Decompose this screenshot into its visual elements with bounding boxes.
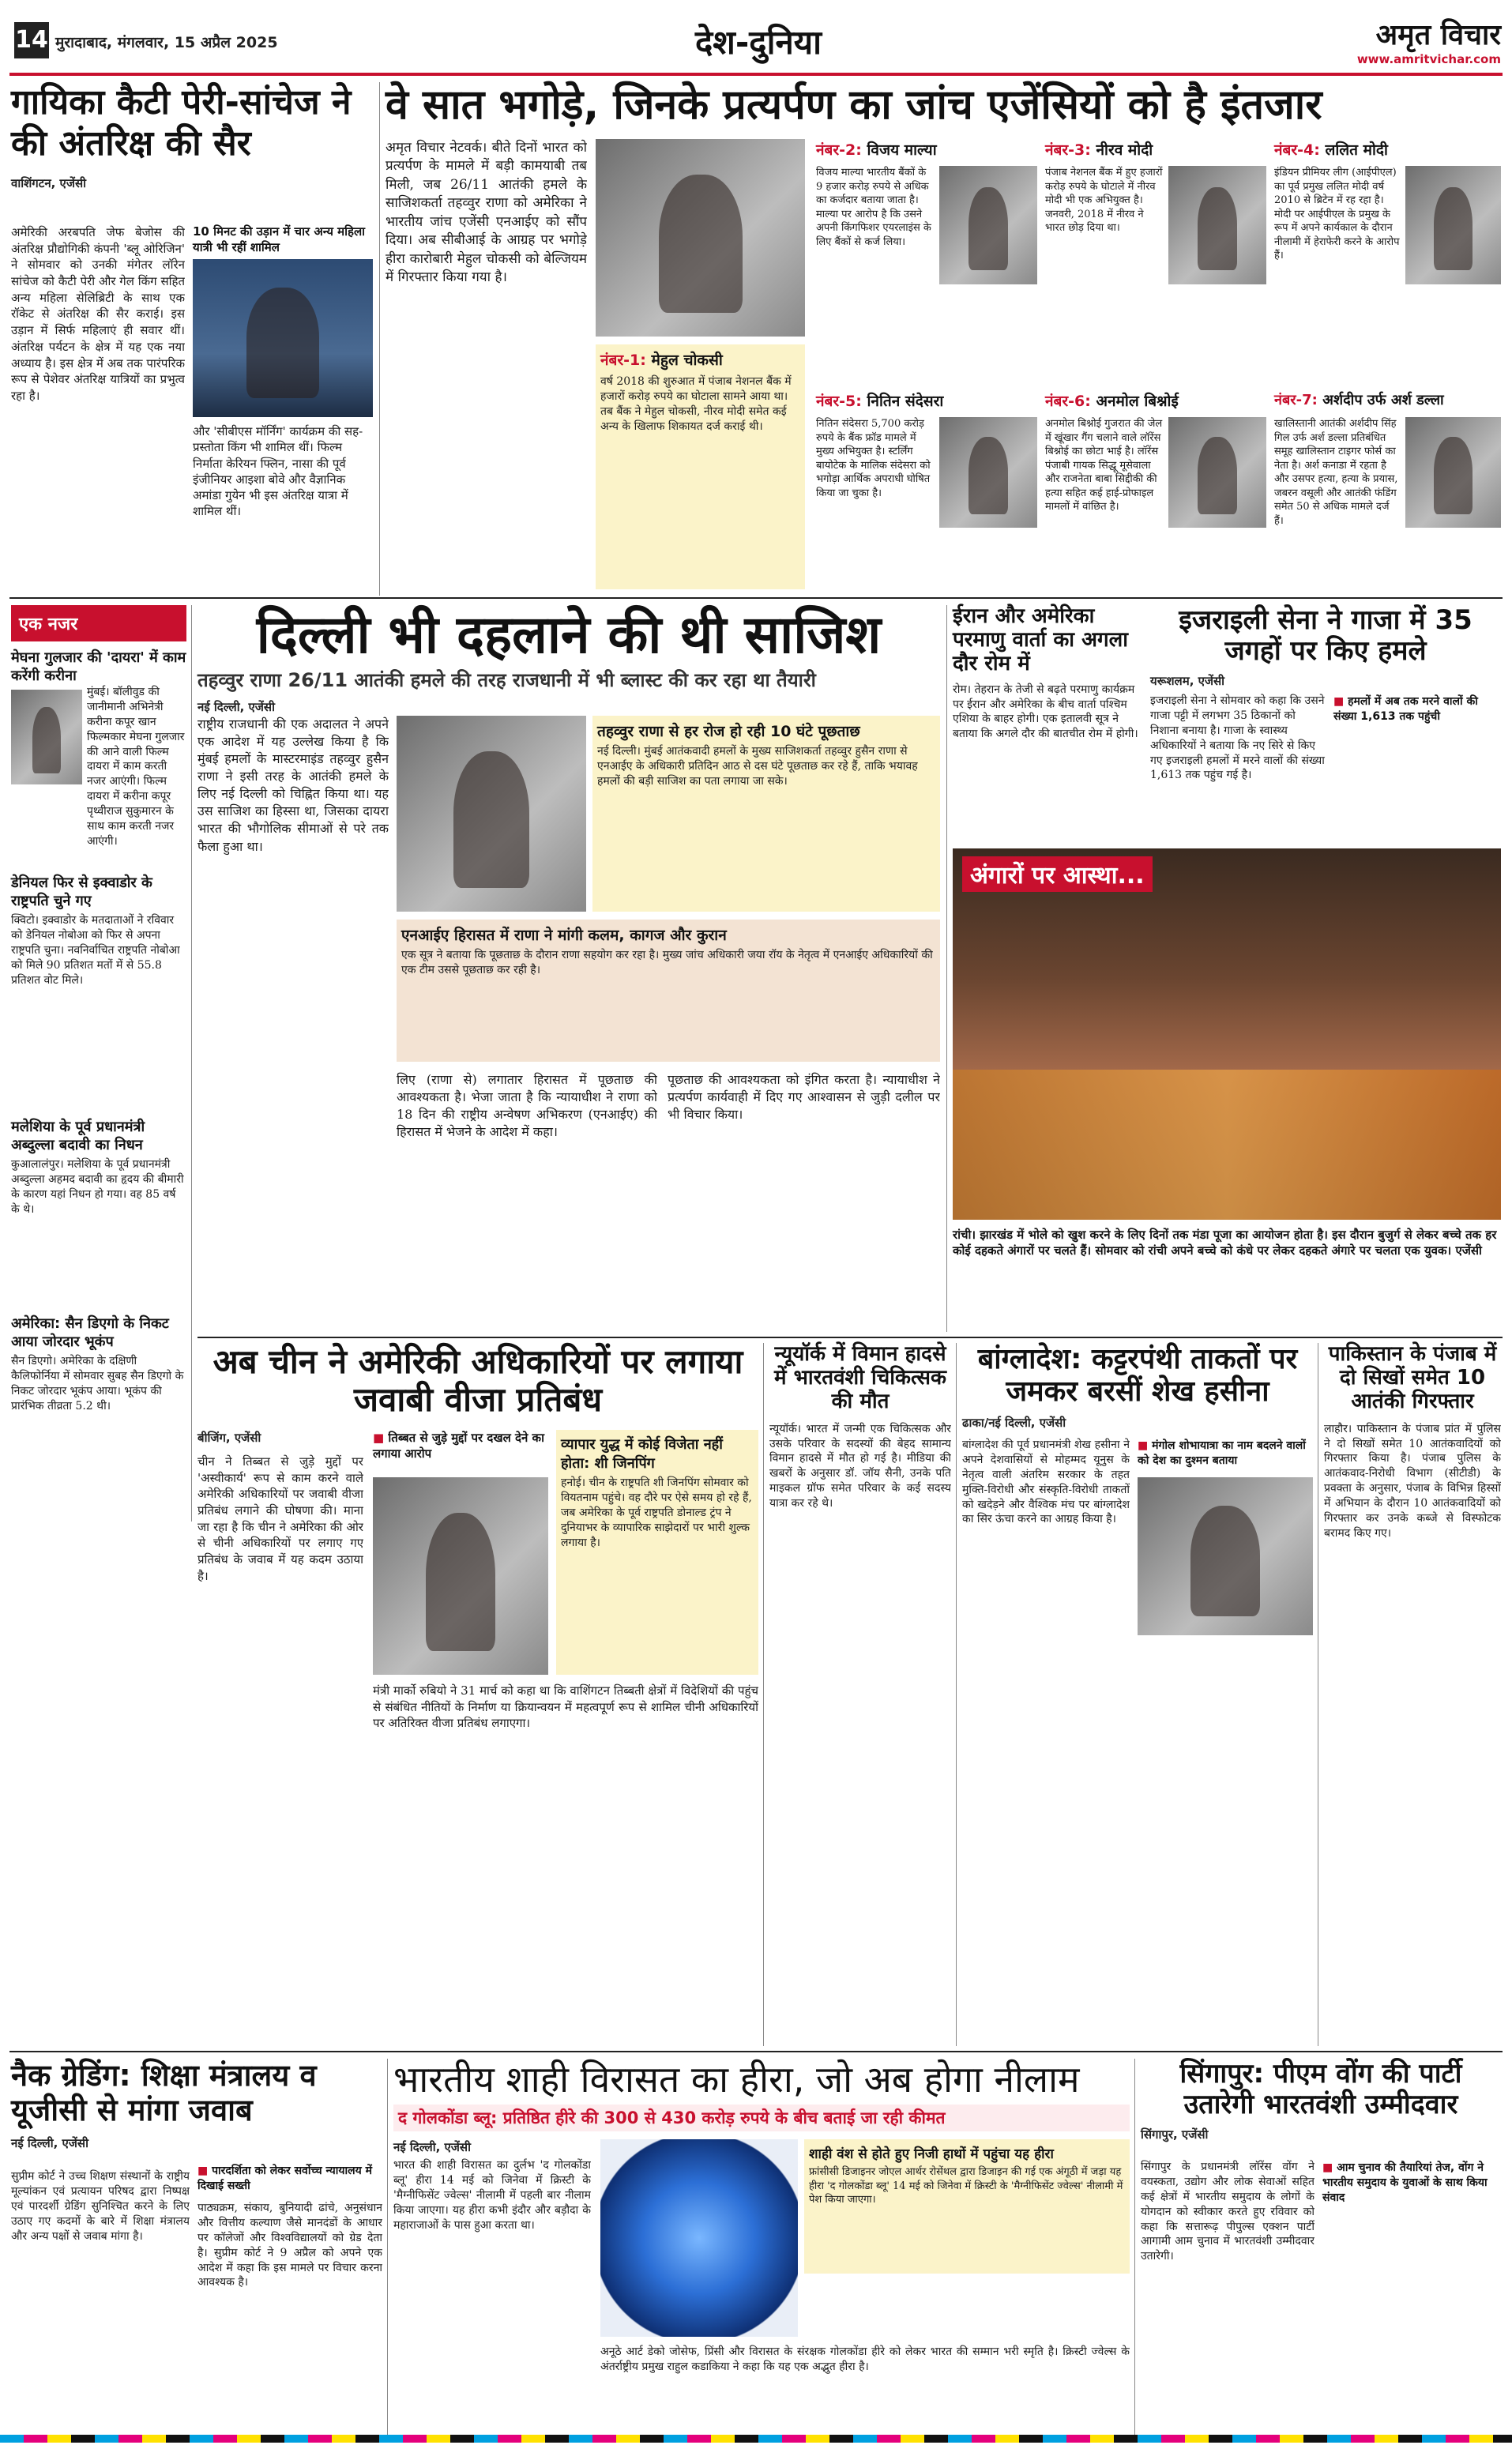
faith-photo-block (953, 848, 1501, 1330)
sidebar-item-text: कुआलालंपुर। मलेशिया के पूर्व प्रधानमंत्री अब्दुल्ला अहमद बदावी का हृदय की बीमारी के कारण यहां निधन हो गया। वह 85 वर्ष के थे। (11, 1158, 184, 1216)
naac-body2: पाठ्यक्रम, संकाय, बुनियादी ढांचे, अनुसंधान और वित्तीय कल्याण जैसे मानदंडों के आधार पर कॉलेजों और विश्वविद्यालयों को ग्रेड देता है। सुप्रीम कोर्ट ने 9 अप्रैल को अपने एक आदेश में कहा कि इस मामले पर विचार करना आवश्यक है। (197, 2202, 382, 2289)
card-3-text: पंजाब नेशनल बैंक में हुए हजारों करोड़ रुपये के घोटाले में नीरव मोदी भी एक अभियुक्त है। जनवरी, 2018 में नीरव ने भारत छोड़ दिया था। (1045, 167, 1163, 235)
katy-dateline: वाशिंगटन, एजेंसी (11, 175, 87, 190)
card-3-name: नीरव मोदी (1096, 141, 1153, 159)
israel-bullet: ■ हमलों में अब तक मरने वालों की संख्या 1,613 तक पहुंची (1333, 694, 1501, 724)
divider (197, 1337, 1503, 1338)
china-body: चीन ने तिब्बत से जुड़े मुद्दों पर 'अस्वीकार्य' रूप से काम करने वाले अमेरिकी अधिकारियों पर जवाबी वीजा प्रतिबंध लगाने की घोषणा की। माना जा रहा है कि चीन ने अमेरिका की ओर से चीनी अधिकारियों पर लगाए गए प्रतिबंध के जवाब में यह कदम उठाया है। (197, 1454, 363, 1583)
diamond-box-text: फ्रांसीसी डिजाइनर जोएल आर्थर रोसेंथल द्वारा डिजाइन की गई एक अंगूठी में जड़ा यह हीरा 'द गोलकोंडा ब्लू' 14 मई को जिनेवा में क्रिस्टी के 'मैग्नीफिसेंट ज्वेल्स' नीलामी में पेश किया जाएगा। (809, 2166, 1123, 2206)
pakistan-headline: पाकिस्तान के पंजाब में दो सिखों समेत 10 आतंकी गिरफ्तार (1328, 1342, 1497, 1413)
bangladesh-bullet: ■ मंगोल शोभायात्रा का नाम बदलने वालों को देश का दुश्मन बताया (1138, 1438, 1313, 1468)
sidebar-item-text: मुंबई। बॉलीवुड की जानीमानी अभिनेत्री करीना कपूर खान फिल्मकार मेघना गुलजार की आने वाली फिल्म दायरा में काम करती नजर आएंगी। फिल्म दायरा में करीना कपूर पृथ्वीराज सुकुमारन के साथ काम करती नजर आएंगी। (87, 686, 185, 848)
diamond-dateline: नई दिल्ली, एजेंसी (393, 2140, 471, 2154)
card-1-text: वर्ष 2018 की शुरुआत में पंजाब नेशनल बैंक में हजारों करोड़ रुपये का घोटाला सामने आया था। तब बैंक ने मेहुल चोकसी, नीरव मोदी समेत कई अन्य के खिलाफ शिकायत दर्ज कराई थी। (600, 375, 792, 433)
bangladesh-body: बांग्लादेश की पूर्व प्रधानमंत्री शेख हसीना ने अपने देशवासियों से मोहम्मद यूनुस के नेतृत्व वाली अंतरिम सरकार के तहत मुक्ति-विरोधी और संस्कृति-विरोधी ताकतों को खदेड़ने और वैश्विक मंच पर बांग्लादेश का सिर ऊंचा करने का आग्रह किया है। (962, 1439, 1130, 1526)
diamond-box (804, 2139, 1130, 2274)
katy-photo-caption: 10 मिनट की उड़ान में चार अन्य महिला यात्री भी रहीं शामिल (193, 224, 366, 254)
faith-header: अंगारों पर आस्था... (962, 856, 1153, 892)
israel-body: इजराइली सेना ने सोमवार को कहा कि उसने गाजा पट्टी में लगभग 35 ठिकानों को निशाना बनाया है। गाजा के स्वास्थ्य अधिकारियों ने बताया कि नए सिरे से किए गए इजराइली हमलों में मरने वालों की संख्या 1,613 तक पहुंच गई है। (1150, 694, 1325, 782)
card-7-num: नंबर-7: (1274, 392, 1318, 408)
china-headline: अब चीन ने अमेरिकी अधिकारियों पर लगाया जवाबी वीजा प्रतिबंध (213, 1342, 743, 1420)
card-7 (1274, 390, 1501, 589)
pakistan-body: लाहौर। पाकिस्तान के पंजाब प्रांत में पुलिस ने दो सिखों समेत 10 आतंकवादियों को गिरफ्तार किया है। पंजाब पुलिस के आतंकवाद-निरोधी विभाग (सीटीडी) के प्रवक्ता के अनुसार, पंजाब के विभिन्न हिस्सों में अभियान के दौरान 10 आतंकवादियों को गिरफ्तार कर उनके कब्जे से विस्फोटक बरामद किए गए। (1324, 1422, 1501, 1540)
china-body2: मंत्री मार्को रुबियो ने 31 मार्च को कहा था कि वाशिंगटन तिब्बती क्षेत्रों में विदेशियों की पहुंच से संबंधित नीतियों के निर्माण या क्रियान्वयन में महत्वपूर्ण रूप से शामिल चीनी अधिकारियों पर अतिरिक्त वीजा प्रतिबंध लगाएगा। (373, 1683, 758, 1731)
date-line: मुरादाबाद, मंगलवार, 15 अप्रैल 2025 (55, 34, 278, 51)
divider (763, 1343, 764, 2046)
card-4-num: नंबर-4: (1274, 141, 1320, 159)
fugitives-intro: अमृत विचार नेटवर्क। बीते दिनों भारत को प्रत्यर्पण के मामले में बड़ी कामयाबी तब मिली, जब 26/11 आतंकी हमले के साजिशकर्ता तहव्वुर राणा को अमेरिका ने भारतीय जांच एजेंसी एनआईए को सौंप दिया। अब सीबीआई के आग्रह पर भगोड़े हीरा कारोबारी मेहुल चोकसी को बेल्जियम में गिरफ्तार किया गया है। (386, 140, 587, 286)
masthead (0, 0, 1512, 73)
card-5-num: नंबर-5: (816, 393, 862, 410)
katy-headline: गायिका कैटी पेरी-सांचेज ने की अंतरिक्ष की सैर (11, 82, 352, 164)
kareena-photo (11, 690, 82, 784)
sidebar-item-title: अमेरिका: सैन डिएगो के निकट आया जोरदार भूकंप (11, 1315, 169, 1350)
card-7-text: खालिस्तानी आतंकी अर्शदीप सिंह गिल उर्फ अर्श डल्ला प्रतिबंधित समूह खालिस्तान टाइगर फोर्स का नेता है। अर्श कनाडा में रहता है और उसपर हत्या, हत्या के प्रयास, जबरन वसूली और आतंकी फंडिंग समेत 50 से अधिक मामले दर्ज हैं। (1274, 418, 1398, 527)
china-box (556, 1430, 758, 1675)
rana-box2 (397, 920, 940, 1062)
card-1-num: नंबर-1: (600, 352, 646, 369)
lalit-photo (1405, 166, 1501, 284)
pakistan-story (1324, 1343, 1501, 2046)
hasina-photo (1138, 1477, 1313, 1635)
mallya-photo (939, 166, 1037, 284)
fugitives-story (386, 82, 1501, 594)
faith-photo (953, 848, 1501, 1220)
sidebar-item-text: क्विटो। इक्वाडोर के मतदाताओं ने रविवार को डेनियल नोबोआ को फिर से अपना राष्ट्रपति चुना। नवनिर्वाचित राष्ट्रपति नोबोआ को मिले 90 प्रतिशत मतों में से 55.8 प्रतिशत वोट मिले। (11, 914, 180, 987)
rana-box2-text: एक सूत्र ने बताया कि पूछताछ के दौरान राणा सहयोग कर रहा है। मुख्य जांच अधिकारी जया रॉय के नेतृत्व में एनआईए अधिकारियों की एक टीम उससे पूछताछ कर रही है। (401, 949, 933, 976)
iran-headline: ईरान और अमेरिका परमाणु वार्ता का अगला दौर रोम में (953, 604, 1128, 675)
naac-body: सुप्रीम कोर्ट ने उच्च शिक्षण संस्थानों के राष्ट्रीय मूल्यांकन एवं प्रत्यायन परिषद द्वारा निष्पक्ष एवं पारदर्शी ग्रेडिंग सुनिश्चित करने के लिए उठाए गए कदमों के बारे में शिक्षा मंत्रालय और अन्य पक्षों से जवाब मांगा है। (11, 2170, 190, 2243)
rana-subhead: तहव्वुर राणा 26/11 आतंकी हमले की तरह राजधानी में भी ब्लास्ट की कर रहा था तैयारी (197, 668, 816, 691)
card-4-text: इंडियन प्रीमियर लीग (आईपीएल) का पूर्व प्रमुख ललित मोदी वर्ष 2010 से ब्रिटेन में रह रहा है। मोदी पर आईपीएल के प्रमुख के रूप में अपने कार्यकाल के दौरान नीलामी में हेराफेरी करने के आरोप हैं। (1274, 167, 1400, 262)
sidebar-item-title: डेनियल फिर से इक्वाडोर के राष्ट्रपति चुने गए (11, 875, 152, 909)
divider (9, 597, 1503, 599)
card-5-name: नितिन संदेसरा (867, 393, 944, 410)
diamond-box-title: शाही वंश से होते हुए निजी हाथों में पहुंचा यह हीरा (809, 2146, 1054, 2162)
faith-caption: रांची। झारखंड में भोले को खुश करने के लिए दिनों तक मंडा पूजा का आयोजन होता है। इस दौरान बुजुर्ग से लेकर बच्चे तक हर कोई दहकते अंगारों पर चलते हैं। सोमवार को रांची अपने बच्चे को कंधे पर लेकर दहकते अंगारे पर चलता एक युवक। एजेंसी (953, 1228, 1497, 1258)
sidebar-header: एक नजर (11, 605, 186, 641)
singapore-dateline: सिंगापुर, एजेंसी (1141, 2127, 1209, 2142)
divider (946, 605, 947, 1332)
card-2-num: नंबर-2: (816, 141, 862, 159)
china-box-text: हनोई। चीन के राष्ट्रपति शी जिनपिंग सोमवार को वियतनाम पहुंचे। वह दौरे पर ऐसे समय हो रहे हैं, जब अमेरिका के पूर्व राष्ट्रपति डोनाल्ड ट्रंप ने दुनियाभर के व्यापारिक साझेदारों पर भारी शुल्क लगाया है। (561, 1476, 752, 1549)
logo: अमृत विचार (1375, 19, 1501, 51)
iran-body: रोम। तेहरान के तेजी से बढ़ते परमाणु कार्यक्रम पर ईरान और अमेरिका के बीच वार्ता पश्चिम एशिया के बाहर होगी। एक इतालवी सूत्र ने बताया कि अगले दौर की बातचीत रोम में होगी। (953, 683, 1138, 741)
card-5-text: नितिन संदेसरा 5,700 करोड़ रुपये के बैंक फ्रॉड मामले में मुख्य अभियुक्त है। स्टर्लिंग बायोटेक के मालिक संदेसरा को भगोड़ा आर्थिक अपराधी घोषित किया जा चुका है। (816, 418, 931, 499)
naac-dateline: नई दिल्ली, एजेंसी (11, 2136, 88, 2151)
divider (9, 2051, 1503, 2052)
card-6-text: अनमोल बिश्नोई गुजरात की जेल में खूंखार गैंग चलाने वाले लॉरेंस बिश्नोई का छोटा भाई है। लॉरेंस पंजाबी गायक सिद्धू मूसेवाला और राजनेता बाबा सिद्दीकी की हत्या सहित कई हाई-प्रोफाइल मामलों में वांछित है। (1045, 418, 1163, 513)
iran-story (953, 605, 1142, 842)
naac-story (11, 2059, 382, 2438)
rana-story (197, 605, 940, 1332)
katy-photo (193, 259, 373, 417)
rana-headline: दिल्ली भी दहलाने की थी साजिश (256, 604, 882, 665)
card-2 (816, 139, 1037, 390)
card-6-num: नंबर-6: (1045, 393, 1091, 410)
print-strip (0, 2435, 1512, 2443)
china-columns (197, 1430, 758, 2046)
card-3-num: नंबर-3: (1045, 141, 1091, 159)
card-1-name: मेहुल चोकसी (651, 352, 723, 369)
diamond-headline: भारतीय शाही विरासत का हीरा, जो अब होगा नीलाम (393, 2058, 1080, 2101)
ny-story (769, 1343, 951, 2046)
diamond-body2: अनूठे आर्ट डेको जोसेफ, प्रिंसी और विरासत के संरक्षक गोलकोंडा हीरे को लेकर भारत की सम्मान भरी स्मृति है। क्रिस्टी ज्वेल्स के अंतर्राष्ट्रीय प्रमुख राहुल कडाकिया ने कहा कि यह एक अद्भुत हीरा है। (600, 2345, 1130, 2373)
israel-story (1150, 605, 1501, 842)
sidebar-item-title: मलेशिया के पूर्व प्रधानमंत्री अब्दुल्ला बदावी का निधन (11, 1119, 145, 1153)
page-number: 14 (14, 22, 49, 58)
sidebar-item-title: मेघना गुलजार की 'दायरा' में काम करेंगी करीना (11, 649, 186, 684)
katy-story (11, 82, 373, 594)
card-4-name: ललित मोदी (1325, 141, 1388, 159)
ny-headline: न्यूयॉर्क में विमान हादसे में भारतवंशी चिकित्सक की मौत (774, 1342, 946, 1413)
sandesara-photo (939, 417, 1037, 528)
bangladesh-headline: बांग्लादेश: कट्टरपंथी ताकतों पर जमकर बरसीं शेख हसीना (977, 1343, 1298, 1409)
rana-body: राष्ट्रीय राजधानी की एक अदालत ने अपने एक आदेश में यह उल्लेख किया है कि मुंबई हमलों के मास्टरमाइंड तहव्वुर हुसैन राणा ने इसी तरह के आतंकी हमले के लिए नई दिल्ली को चिह्नित किया था। यह उस साजिश का हिस्सा था, जिसका दायरा भारत की भौगोलिक सीमाओं से परे तक फैला हुआ था। (197, 717, 389, 854)
sidebar (11, 605, 186, 1522)
divider (379, 82, 380, 596)
card-1 (596, 344, 805, 589)
card-7-name: अर्शदीप उर्फ अर्श डल्ला (1322, 392, 1444, 408)
china-dateline: बीजिंग, एजेंसी (197, 1431, 261, 1445)
china-bullet: ■ तिब्बत से जुड़े मुद्दों पर दखल देने का लगाया आरोप (373, 1430, 548, 1461)
card-6-name: अनमोल बिश्नोई (1096, 393, 1179, 410)
singapore-body: सिंगापुर के प्रधानमंत्री लॉरेंस वोंग ने वयस्कता, उद्योग और लोक सेवाओं सहित कई क्षेत्रों में भारतीय समुदाय के लोगों के योगदान को स्वीकार करते हुए रविवार को कहा कि सत्तारूढ़ पीपुल्स एक्शन पार्टी आगामी आम चुनाव में भारतवंशी उम्मीदवार उतारेगी। (1141, 2161, 1315, 2263)
singapore-story (1141, 2059, 1501, 2438)
nirav-photo (1168, 166, 1266, 284)
card-3 (1045, 139, 1266, 390)
masthead-rule (9, 73, 1503, 76)
china-box-title: व्यापार युद्ध में कोई विजेता नहीं होता: शी जिनपिंग (561, 1436, 723, 1472)
rana-box-title: तहव्वुर राणा से हर रोज हो रही 10 घंटे पूछताछ (597, 723, 860, 740)
diamond-subhead: द गोलकोंडा ब्लू: प्रतिष्ठित हीरे की 300 से 430 करोड़ रुपये के बीच बताई जा रही कीमत (393, 2105, 1130, 2131)
rana-box (592, 716, 940, 912)
anmol-photo (1168, 417, 1266, 528)
ny-body: न्यूयॉर्क। भारत में जन्मी एक चिकित्सक और उसके परिवार के सदस्यों की बेहद सामान्य विमान हादसे में मौत हो गई है। मीडिया की खबरों के अनुसार डॉ. जॉय सैनी, उनके पति माइकल ग्रॉफ समेत परिवार के कई सदस्य यात्रा कर रहे थे। (769, 1422, 951, 1510)
rana-dateline: नई दिल्ली, एजेंसी (197, 700, 275, 715)
diamond-body: भारत की शाही विरासत का दुर्लभ 'द गोलकोंडा ब्लू' हीरा 14 मई को जिनेवा में क्रिस्टी के 'मैग्नीफिसेंट ज्वेल्स' नीलामी में पहली बार नीलाम किया जाएगा। यह हीरा कभी इंदौर और बड़ौदा के महाराजाओं के पास हुआ करता था। (393, 2159, 591, 2232)
diamond-story (393, 2059, 1130, 2438)
card-5 (816, 390, 1037, 589)
divider (387, 2059, 388, 2438)
rana-box-text: नई दिल्ली। मुंबई आतंकवादी हमलों के मुख्य साजिशकर्ता तहव्वुर हुसैन राणा से एनआईए के अधिकारी प्रतिदिन आठ से दस घंटे पूछताछ कर रहे हैं, ताकि भयावह हमलों की बड़ी साजिश का पता लगाया जा सके। (597, 745, 918, 788)
singapore-headline: सिंगापुर: पीएम वोंग की पार्टी उतारेगी भारतवंशी उम्मीदवार (1179, 2058, 1462, 2121)
section-title: देश-दुनिया (694, 23, 822, 62)
naac-headline: नैक ग्रेडिंग: शिक्षा मंत्रालय व यूजीसी से मांगा जवाब (11, 2058, 317, 2127)
card-6 (1045, 390, 1266, 589)
singapore-bullet: ■ आम चुनाव की तैयारियां तेज, वोंग ने भारतीय समुदाय के युवाओं के साथ किया संवाद (1322, 2160, 1501, 2205)
naac-bullet: ■ पारदर्शिता को लेकर सर्वोच्च न्यायालय में दिखाई सख्ती (197, 2163, 382, 2193)
arsh-photo (1405, 417, 1501, 528)
china-spokesman-photo (373, 1477, 548, 1675)
divider (956, 1343, 957, 2046)
card-2-text: विजय माल्या भारतीय बैंकों के 9 हजार करोड़ रुपये से अधिक का कर्जदार बताया जाता है। माल्या पर आरोप है कि उसने अपनी किंगफिशर एयरलाइंस के लिए बैंकों से कर्ज लिया। (816, 167, 931, 248)
katy-body: अमेरिकी अरबपति जेफ बेजोस की अंतरिक्ष प्रौद्योगिकी कंपनी 'ब्लू ओरिजिन' ने सोमवार को उनकी मंगेतर लॉरेन सांचेज को कैटी पेरी और गेल किंग सहित अन्य महिला सेलिब्रिटी के साथ एक रॉकेट से अंतरिक्ष की सैर कराई। इस उड़ान में सिर्फ महिलाएं ही सवार थीं। अंतरिक्ष पर्यटन के क्षेत्र में यह एक नया अध्याय है। इस क्षेत्र में अब तक पारंपरिक रूप से पेशेवर अंतरिक्ष यात्रियों का प्रभुत्व रहा है। (11, 225, 185, 403)
choksi-photo (596, 139, 805, 337)
bangladesh-story (962, 1343, 1313, 2046)
sidebar-item-text: सैन डिएगो। अमेरिका के दक्षिणी कैलिफोर्निया में सोमवार सुबह सैन डिएगो के निकट जोरदार भूकंप आया। भूकंप की प्रारंभिक तीव्रता 5.2 थी। (11, 1355, 184, 1412)
rana-box2-title: एनआईए हिरासत में राणा ने मांगी कलम, कागज और कुरान (401, 927, 727, 944)
katy-body2: और 'सीबीएस मॉर्निंग' कार्यक्रम की सह-प्रस्तोता किंग भी शामिल थीं। फिल्म निर्माता केरियन फ्लिन, नासा की पूर्व इंजीनियर आइशा बोवे और वैज्ञानिक अमांडा गुयेन भी इस अंतरिक्ष यात्रा में शामिल थीं। (193, 424, 363, 519)
fugitives-headline: वे सात भगोड़े, जिनके प्रत्यर्पण का जांच एजेंसियों को है इंतजार (386, 81, 1322, 129)
card-4 (1274, 139, 1501, 390)
rana-body2: लिए (राणा से) लगातार हिरासत में पूछताछ की आवश्यकता है। भेजा जाता है कि न्यायाधीश ने राणा को 18 दिन की राष्ट्रीय अन्वेषण अभिकरण (एनआईए) की हिरासत में भेजने के आदेश में कहा। (397, 1072, 657, 1140)
card-2-name: विजय माल्या (867, 141, 937, 159)
divider (191, 605, 192, 1522)
bangladesh-dateline: ढाका/नई दिल्ली, एजेंसी (962, 1415, 1066, 1430)
divider (1134, 2059, 1135, 2438)
diamond-photo (600, 2139, 798, 2337)
rana-photo (397, 716, 586, 912)
israel-dateline: यरूशलम, एजेंसी (1150, 674, 1225, 689)
rana-body3: पूछताछ की आवश्यकता को इंगित करता है। न्यायाधीश ने प्रत्यर्पण कार्यवाही में दिए गए आश्वासन से जुड़ी दलील पर भी विचार किया। (668, 1072, 940, 1123)
israel-headline: इजराइली सेना ने गाजा में 35 जगहों पर किए हमले (1179, 604, 1473, 668)
site-url: www.amritvichar.com (1356, 52, 1501, 66)
